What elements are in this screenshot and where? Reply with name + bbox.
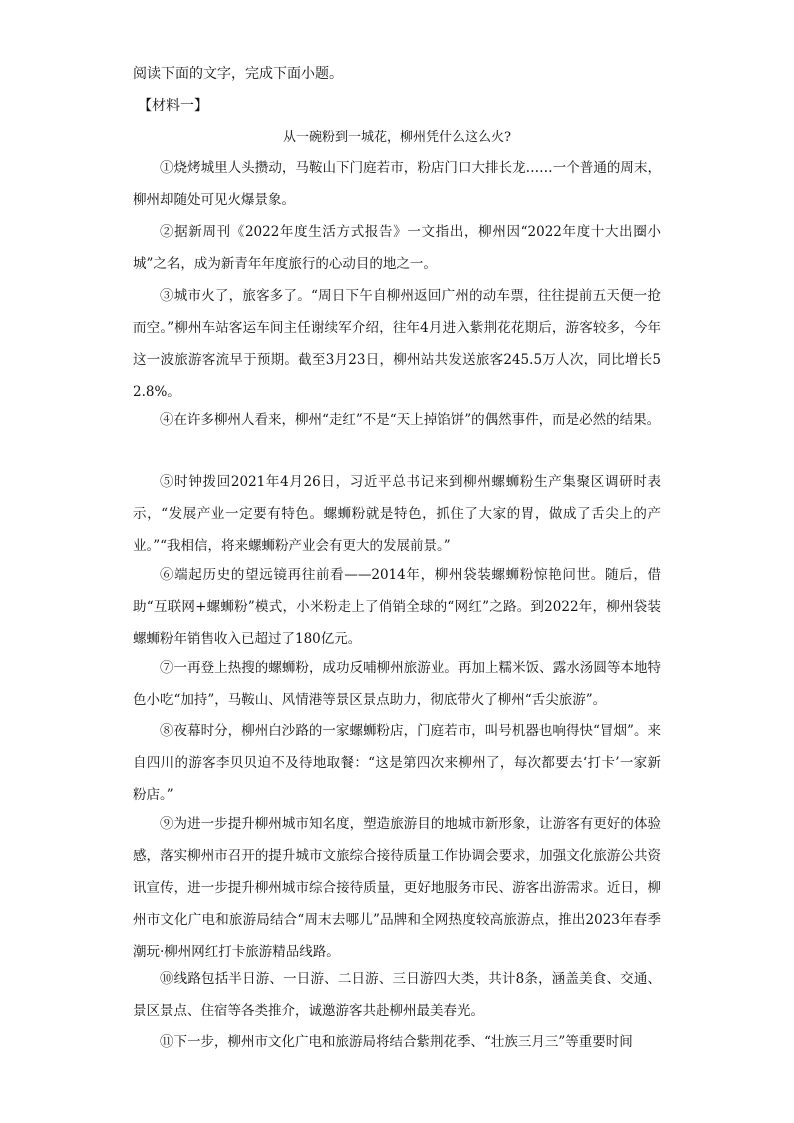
section-label: 【材料一】 (138, 98, 208, 114)
article-title: 从一碗粉到一城花，柳州凭什么这么火? (283, 130, 511, 145)
paragraph-3: ③城市火了，旅客多了。“周日下午自柳州返回广州的动车票，往往提前五天便一抢而空。”柳州车站客运车间主任谢续军介绍，往年4月进入紫荆花花期后，游客较多，今年这一波旅游客流早于预期。截至3月23日，柳州站共发送旅客245.5万人次，同比增长52.8%。 (133, 288, 661, 400)
paragraph-8: ⑧夜幕时分，柳州白沙路的一家螺蛳粉店，门庭若市，叫号机器也响得快“冒烟”。来自四川的游客李贝贝迫不及待地取餐：“这是第四次来柳州了，每次都要去‘打卡’一家新粉店。” (133, 723, 661, 803)
paragraph-7: ⑦一再登上热搜的螺蛳粉，成功反哺柳州旅游业。再加上糯米饭、露水汤圆等本地特色小吃“加持”，马鞍山、风情港等景区景点助力，彻底带火了柳州“舌尖旅游”。 (133, 660, 661, 708)
paragraph-10: ⑩线路包括半日游、一日游、二日游、三日游四大类，共计8条，涵盖美食、交通、景区景点、住宿等各类推介，诚邀游客共赴柳州最美春光。 (133, 971, 661, 1019)
instruction-text: 阅读下面的文字，完成下面小题。 (133, 66, 343, 82)
paragraph-11: ⑪下一步，柳州市文化广电和旅游局将结合紫荆花季、“壮族三月三”等重要时间 (160, 1034, 633, 1050)
paragraph-5: ⑤时钟拨回2021年4月26日，习近平总书记来到柳州螺蛳粉生产集聚区调研时表示，“发展产业一定要有特色。螺蛳粉就是特色，抓住了大家的胃，做成了舌尖上的产业。”“我相信，将来螺蛳粉产业会有更大的发展前景。” (133, 474, 661, 554)
paragraph-1: ①烧烤城里人头攒动，马鞍山下门庭若市，粉店门口大排长龙……一个普通的周末，柳州却随处可见火爆景象。 (133, 160, 661, 208)
paragraph-6: ⑥端起历史的望远镜再往前看——2014年，柳州袋装螺蛳粉惊艳问世。随后，借助“互联网+螺蛳粉”模式，小米粉走上了俏销全球的“网红”之路。到2022年，柳州袋装螺蛳粉年销售收入已超过了180亿元。 (133, 567, 661, 647)
paragraph-9: ⑨为进一步提升柳州城市知名度，塑造旅游目的地城市新形象，让游客有更好的体验感，落实柳州市召开的提升城市文旅综合接待质量工作协调会要求，加强文化旅游公共资讯宣传，进一步提升柳州城市综合接待质量，更好地服务市民、游客出游需求。近日，柳州市文化广电和旅游局结合“周末去哪儿”品牌和全网热度较高旅游点，推出2023年春季潮玩·柳州网红打卡旅游精品线路。 (133, 816, 661, 960)
paragraph-2: ②据新周刊《2022年度生活方式报告》一文指出，柳州因“2022年度十大出圈小城”之名，成为新青年年度旅行的心动目的地之一。 (133, 224, 661, 272)
paragraph-4: ④在许多柳州人看来，柳州“走红”不是“天上掉馅饼”的偶然事件，而是必然的结果。 (160, 412, 661, 428)
